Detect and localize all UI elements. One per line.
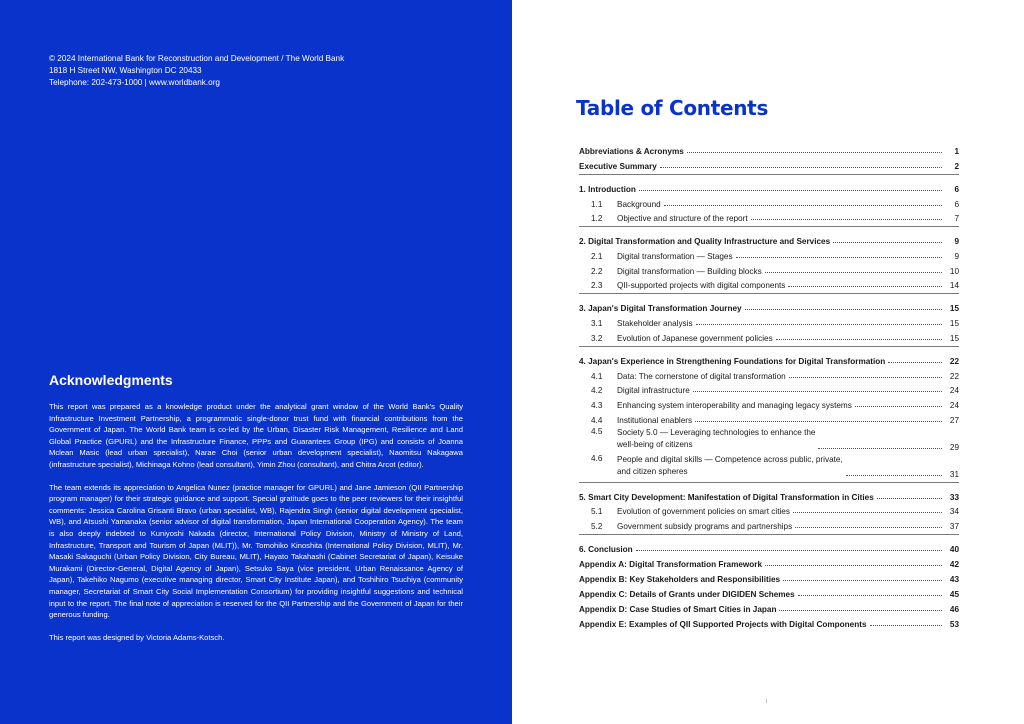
toc-leader-dots xyxy=(877,498,942,499)
toc-entry-label xyxy=(579,416,692,425)
toc-entry[interactable] xyxy=(579,276,959,291)
toc-entry-text xyxy=(617,427,815,452)
toc-entry-number: 4.1 xyxy=(591,371,603,381)
toc-entry-number: 3.1 xyxy=(591,319,603,329)
toc-page-number: 40 xyxy=(949,544,959,554)
copyright-line: © 2024 International Bank for Reconstruction and Development / The World Bank xyxy=(49,54,345,63)
toc-page-number: 31 xyxy=(949,469,959,479)
toc-leader-dots xyxy=(846,475,942,476)
toc-page-number: 46 xyxy=(949,604,959,614)
toc-entry-text: Institutional enablers xyxy=(617,415,693,425)
toc-page-number: 22 xyxy=(949,356,959,366)
toc-page-number: 22 xyxy=(949,371,959,381)
toc-leader-dots xyxy=(779,610,942,611)
toc-entry[interactable] xyxy=(579,410,959,425)
toc-entry-label xyxy=(579,252,733,261)
ack-paragraph: This report was prepared as a knowledge product under the analytical grant window of the World Bank's Quality Infrastructure Investment Partnership, a programmatic single-donor trust fund with financial contributions from the Government of Japan. The World Bank team is co-led by the Urban, Disaster Risk Management, Resilience and Land Global Practice (GPURL) and the Infrastructure Finance, PPPs and Guarantees Group (IPG) and consists of Joanna Mclean Masic (lead urban specialist), Narae Choi (senior urban development specialist), Naomitsu Nakagawa (infrastructure specialist), Michinaga Kohno (lead consultant), Yimin Zhou (consultant), and Chitra Arcot (editor). xyxy=(49,402,463,469)
toc-leader-dots xyxy=(888,362,942,363)
toc-leader-dots xyxy=(693,391,942,392)
toc-entry-number: 4.6 xyxy=(591,453,603,463)
toc-section xyxy=(579,179,959,227)
toc-entry-number: 5.2 xyxy=(591,521,603,531)
toc-page-number: 10 xyxy=(949,266,959,276)
toc-leader-dots xyxy=(696,324,942,325)
toc-entry-label: 1. Introduction xyxy=(579,185,636,194)
toc-leader-dots xyxy=(855,406,942,407)
toc-entry-text-line: Society 5.0 — Leveraging technologies to enhance the xyxy=(617,427,816,437)
toc-entry-text: Digital transformation — Stages xyxy=(617,252,733,262)
toc-entry-number: 3.2 xyxy=(591,333,603,343)
toc-entry[interactable] xyxy=(579,599,959,614)
toc-entry-text: Digital infrastructure xyxy=(617,386,690,396)
toc-page-number: 29 xyxy=(949,442,959,452)
ack-paragraph: This report was designed by Victoria Adams-Kotsch. xyxy=(49,632,225,642)
toc-entry[interactable] xyxy=(579,487,959,502)
toc-page-number: 15 xyxy=(949,333,959,343)
toc-entry[interactable] xyxy=(579,381,959,396)
toc-page-number: 53 xyxy=(949,619,959,629)
toc-title: Table of Contents xyxy=(576,96,769,120)
toc-leader-dots xyxy=(751,219,942,220)
toc-entry[interactable] xyxy=(579,425,959,452)
toc-entry-text: Evolution of government policies on smart cities xyxy=(617,507,790,517)
toc-page-number: 24 xyxy=(949,400,959,410)
toc-entry[interactable] xyxy=(579,584,959,599)
toc-section xyxy=(579,487,959,535)
toc-entry-label: Appendix E: Examples of QII Supported Projects with Digital Components xyxy=(579,619,867,629)
toc-entry-text: Background xyxy=(617,199,661,209)
toc-leader-dots xyxy=(745,309,942,310)
toc-entry[interactable] xyxy=(579,502,959,517)
toc-entry-label xyxy=(579,507,790,516)
toc-page-number: 43 xyxy=(949,574,959,584)
toc-entry-label: 2. Digital Transformation and Quality Infrastructure and Services xyxy=(579,237,831,247)
toc-entry-number: 2.1 xyxy=(591,252,603,262)
toc-entry-label xyxy=(579,267,762,276)
toc-section xyxy=(579,231,959,294)
toc-entry-label: Appendix C: Details of Grants under DIGIDEN Schemes xyxy=(579,589,795,599)
toc-entry-text: Data: The cornerstone of digital transformation xyxy=(617,371,786,381)
toc-page-number: 24 xyxy=(949,386,959,396)
toc-entry-number: 4.4 xyxy=(591,415,603,425)
toc-leader-dots xyxy=(687,152,942,153)
toc-entry-label xyxy=(579,200,661,209)
toc-entry[interactable] xyxy=(579,516,959,531)
toc-entry[interactable] xyxy=(579,298,959,313)
toc-entry[interactable] xyxy=(579,614,959,629)
ack-paragraph: The team extends its appreciation to Angelica Nunez (practice manager for GPURL) and Jane Jamieson (QII Partnership program manager) for their strategic guidance and support. Special gratitude goes to the peer reviewers for their insightful comments: Jessica Carolina Grisanti Bravo (urban specialist, WB), Rajendra Singh (senior digital development specialist, WB), and Atsushi Yamanaka (senior advisor of digital transformation, Japan International Cooperation Agency). The team is also deeply indebted to Kuniyoshi Nakada (director, International Policy Division, Ministry of Ministry of Land, Infrastructure, Transport and Tourism of Japan (MLIT)), Mr. Tomohiko Kinoshita (International Policy Division, MLIT), Mr. Masaki Sakaguchi (Urban Policy Division, City Bureau, MLIT), Hayato Takahashi (Cabinet Secretariat of Japan), Keisuke Murakami (Director-General, Digital Agency of Japan), Setsuko Saya (vice president, Urban Renaissance Agency of Japan), Takehiko Nagumo (executive managing director, Smart City Institute Japan), and Toshihiro Tsuchiya (community manager, Secretariat of Smart City Social Implementation Consortium) for providing insightful suggestions and technical input to the report. The final note of appreciation is reserved for the QII Partnership and the Government of Japan for their generous funding. xyxy=(49,482,463,620)
toc-section xyxy=(579,539,959,629)
toc-page-number: 45 xyxy=(949,589,959,599)
toc-page-number: 27 xyxy=(949,415,959,425)
toc-entry-number: 4.5 xyxy=(591,426,603,436)
toc-entry[interactable] xyxy=(579,452,959,479)
toc-leader-dots xyxy=(870,625,942,626)
table-of-contents xyxy=(579,141,959,629)
toc-entry-label xyxy=(579,454,843,479)
toc-section xyxy=(579,141,959,175)
address-line: 1818 H Street NW, Washington DC 20433 xyxy=(49,66,202,75)
toc-entry[interactable] xyxy=(579,194,959,209)
toc-page-number: 1 xyxy=(954,147,959,156)
toc-entry[interactable] xyxy=(579,539,959,554)
toc-entry-label: Executive Summary xyxy=(579,162,657,171)
toc-page-number: 37 xyxy=(949,521,959,531)
toc-leader-dots xyxy=(736,257,942,258)
acknowledgments-heading: Acknowledgments xyxy=(49,372,173,388)
toc-entry-text: Objective and structure of the report xyxy=(617,214,748,224)
toc-leader-dots xyxy=(783,580,942,581)
toc-entry[interactable] xyxy=(579,351,959,366)
toc-leader-dots xyxy=(765,565,942,566)
toc-leader-dots xyxy=(833,242,942,243)
toc-entry[interactable] xyxy=(579,156,959,171)
toc-page-number: 6 xyxy=(954,185,959,194)
toc-entry[interactable] xyxy=(579,554,959,569)
toc-entry-label xyxy=(579,386,690,395)
toc-leader-dots xyxy=(789,377,942,378)
toc-page-number: 33 xyxy=(949,492,959,502)
toc-page-number: 42 xyxy=(949,559,959,569)
toc-page-number: 9 xyxy=(954,237,959,247)
toc-entry-text: Stakeholder analysis xyxy=(617,319,693,329)
toc-leader-dots xyxy=(795,527,942,528)
telephone-line: Telephone: 202-473-1000 | www.worldbank.org xyxy=(49,78,220,87)
toc-leader-dots xyxy=(660,167,942,168)
toc-page-number: 7 xyxy=(954,214,959,224)
toc-leader-dots xyxy=(798,595,942,596)
toc-entry-label: Appendix B: Key Stakeholders and Responsibilities xyxy=(579,574,781,584)
toc-entry[interactable] xyxy=(579,179,959,194)
toc-entry[interactable] xyxy=(579,395,959,410)
toc-leader-dots xyxy=(664,205,942,206)
toc-entry[interactable] xyxy=(579,261,959,276)
toc-leader-dots xyxy=(788,286,942,287)
page-number: i xyxy=(766,699,768,705)
toc-leader-dots xyxy=(793,512,942,513)
toc-entry-text-line: People and digital skills — Competence across public, private, xyxy=(617,454,843,464)
toc-page-number: 15 xyxy=(949,319,959,329)
toc-entry-label: 6. Conclusion xyxy=(579,544,633,554)
acknowledgments-body xyxy=(49,401,463,654)
toc-entry-label: 4. Japan's Experience in Strengthening Foundations for Digital Transformation xyxy=(579,356,886,366)
toc-page-number: 34 xyxy=(949,507,959,517)
toc-entry-label xyxy=(579,427,815,452)
copyright-block xyxy=(49,53,469,89)
toc-section xyxy=(579,351,959,483)
toc-entry[interactable] xyxy=(579,328,959,343)
toc-leader-dots xyxy=(639,190,942,191)
toc-entry-label xyxy=(579,214,748,223)
toc-entry[interactable] xyxy=(579,231,959,246)
toc-entry-number: 2.2 xyxy=(591,266,603,276)
toc-leader-dots xyxy=(818,448,942,449)
toc-entry-label xyxy=(579,281,785,290)
toc-entry[interactable] xyxy=(579,246,959,261)
toc-entry-number: 1.1 xyxy=(591,199,603,209)
toc-entry-label xyxy=(579,334,773,343)
toc-leader-dots xyxy=(776,339,942,340)
toc-entry[interactable] xyxy=(579,209,959,224)
toc-entry-text: Digital transformation — Building blocks xyxy=(617,266,762,276)
toc-page-number: 9 xyxy=(954,252,959,262)
toc-page-number: 14 xyxy=(949,281,959,291)
toc-entry-label xyxy=(579,319,693,328)
toc-entry-label xyxy=(579,401,852,410)
toc-entry-label: Appendix A: Digital Transformation Framework xyxy=(579,559,763,569)
toc-entry-label xyxy=(579,372,786,381)
toc-entry-label: Abbreviations & Acronyms xyxy=(579,147,684,156)
toc-entry-label: 3. Japan's Digital Transformation Journey xyxy=(579,304,742,314)
toc-entry[interactable] xyxy=(579,141,959,156)
toc-leader-dots xyxy=(636,550,942,551)
toc-entry-text-line: well-being of citizens xyxy=(617,440,693,450)
toc-entry-text: Enhancing system interoperability and managing legacy systems xyxy=(617,400,852,410)
toc-entry[interactable] xyxy=(579,313,959,328)
toc-entry-text: QII-supported projects with digital components xyxy=(617,281,786,291)
toc-page-number: 15 xyxy=(949,304,959,314)
toc-entry[interactable] xyxy=(579,569,959,584)
toc-entry-number: 2.3 xyxy=(591,281,603,291)
toc-entry-text-line: and citizen spheres xyxy=(617,467,688,477)
toc-entry[interactable] xyxy=(579,366,959,381)
toc-leader-dots xyxy=(765,272,942,273)
toc-leader-dots xyxy=(695,421,942,422)
toc-section xyxy=(579,298,959,346)
toc-entry-text xyxy=(617,454,843,479)
toc-entry-label: Appendix D: Case Studies of Smart Cities in Japan xyxy=(579,604,777,614)
toc-entry-label xyxy=(579,522,792,531)
toc-entry-label: 5. Smart City Development: Manifestation of Digital Transformation in Cities xyxy=(579,492,874,502)
toc-page-number: 2 xyxy=(954,162,959,171)
toc-entry-number: 4.2 xyxy=(591,386,603,396)
toc-entry-number: 4.3 xyxy=(591,400,603,410)
toc-entry-number: 1.2 xyxy=(591,214,603,224)
toc-page-number: 6 xyxy=(954,199,959,209)
toc-entry-text: Evolution of Japanese government policies xyxy=(617,333,773,343)
toc-entry-number: 5.1 xyxy=(591,507,603,517)
toc-entry-text: Government subsidy programs and partnerships xyxy=(617,521,793,531)
